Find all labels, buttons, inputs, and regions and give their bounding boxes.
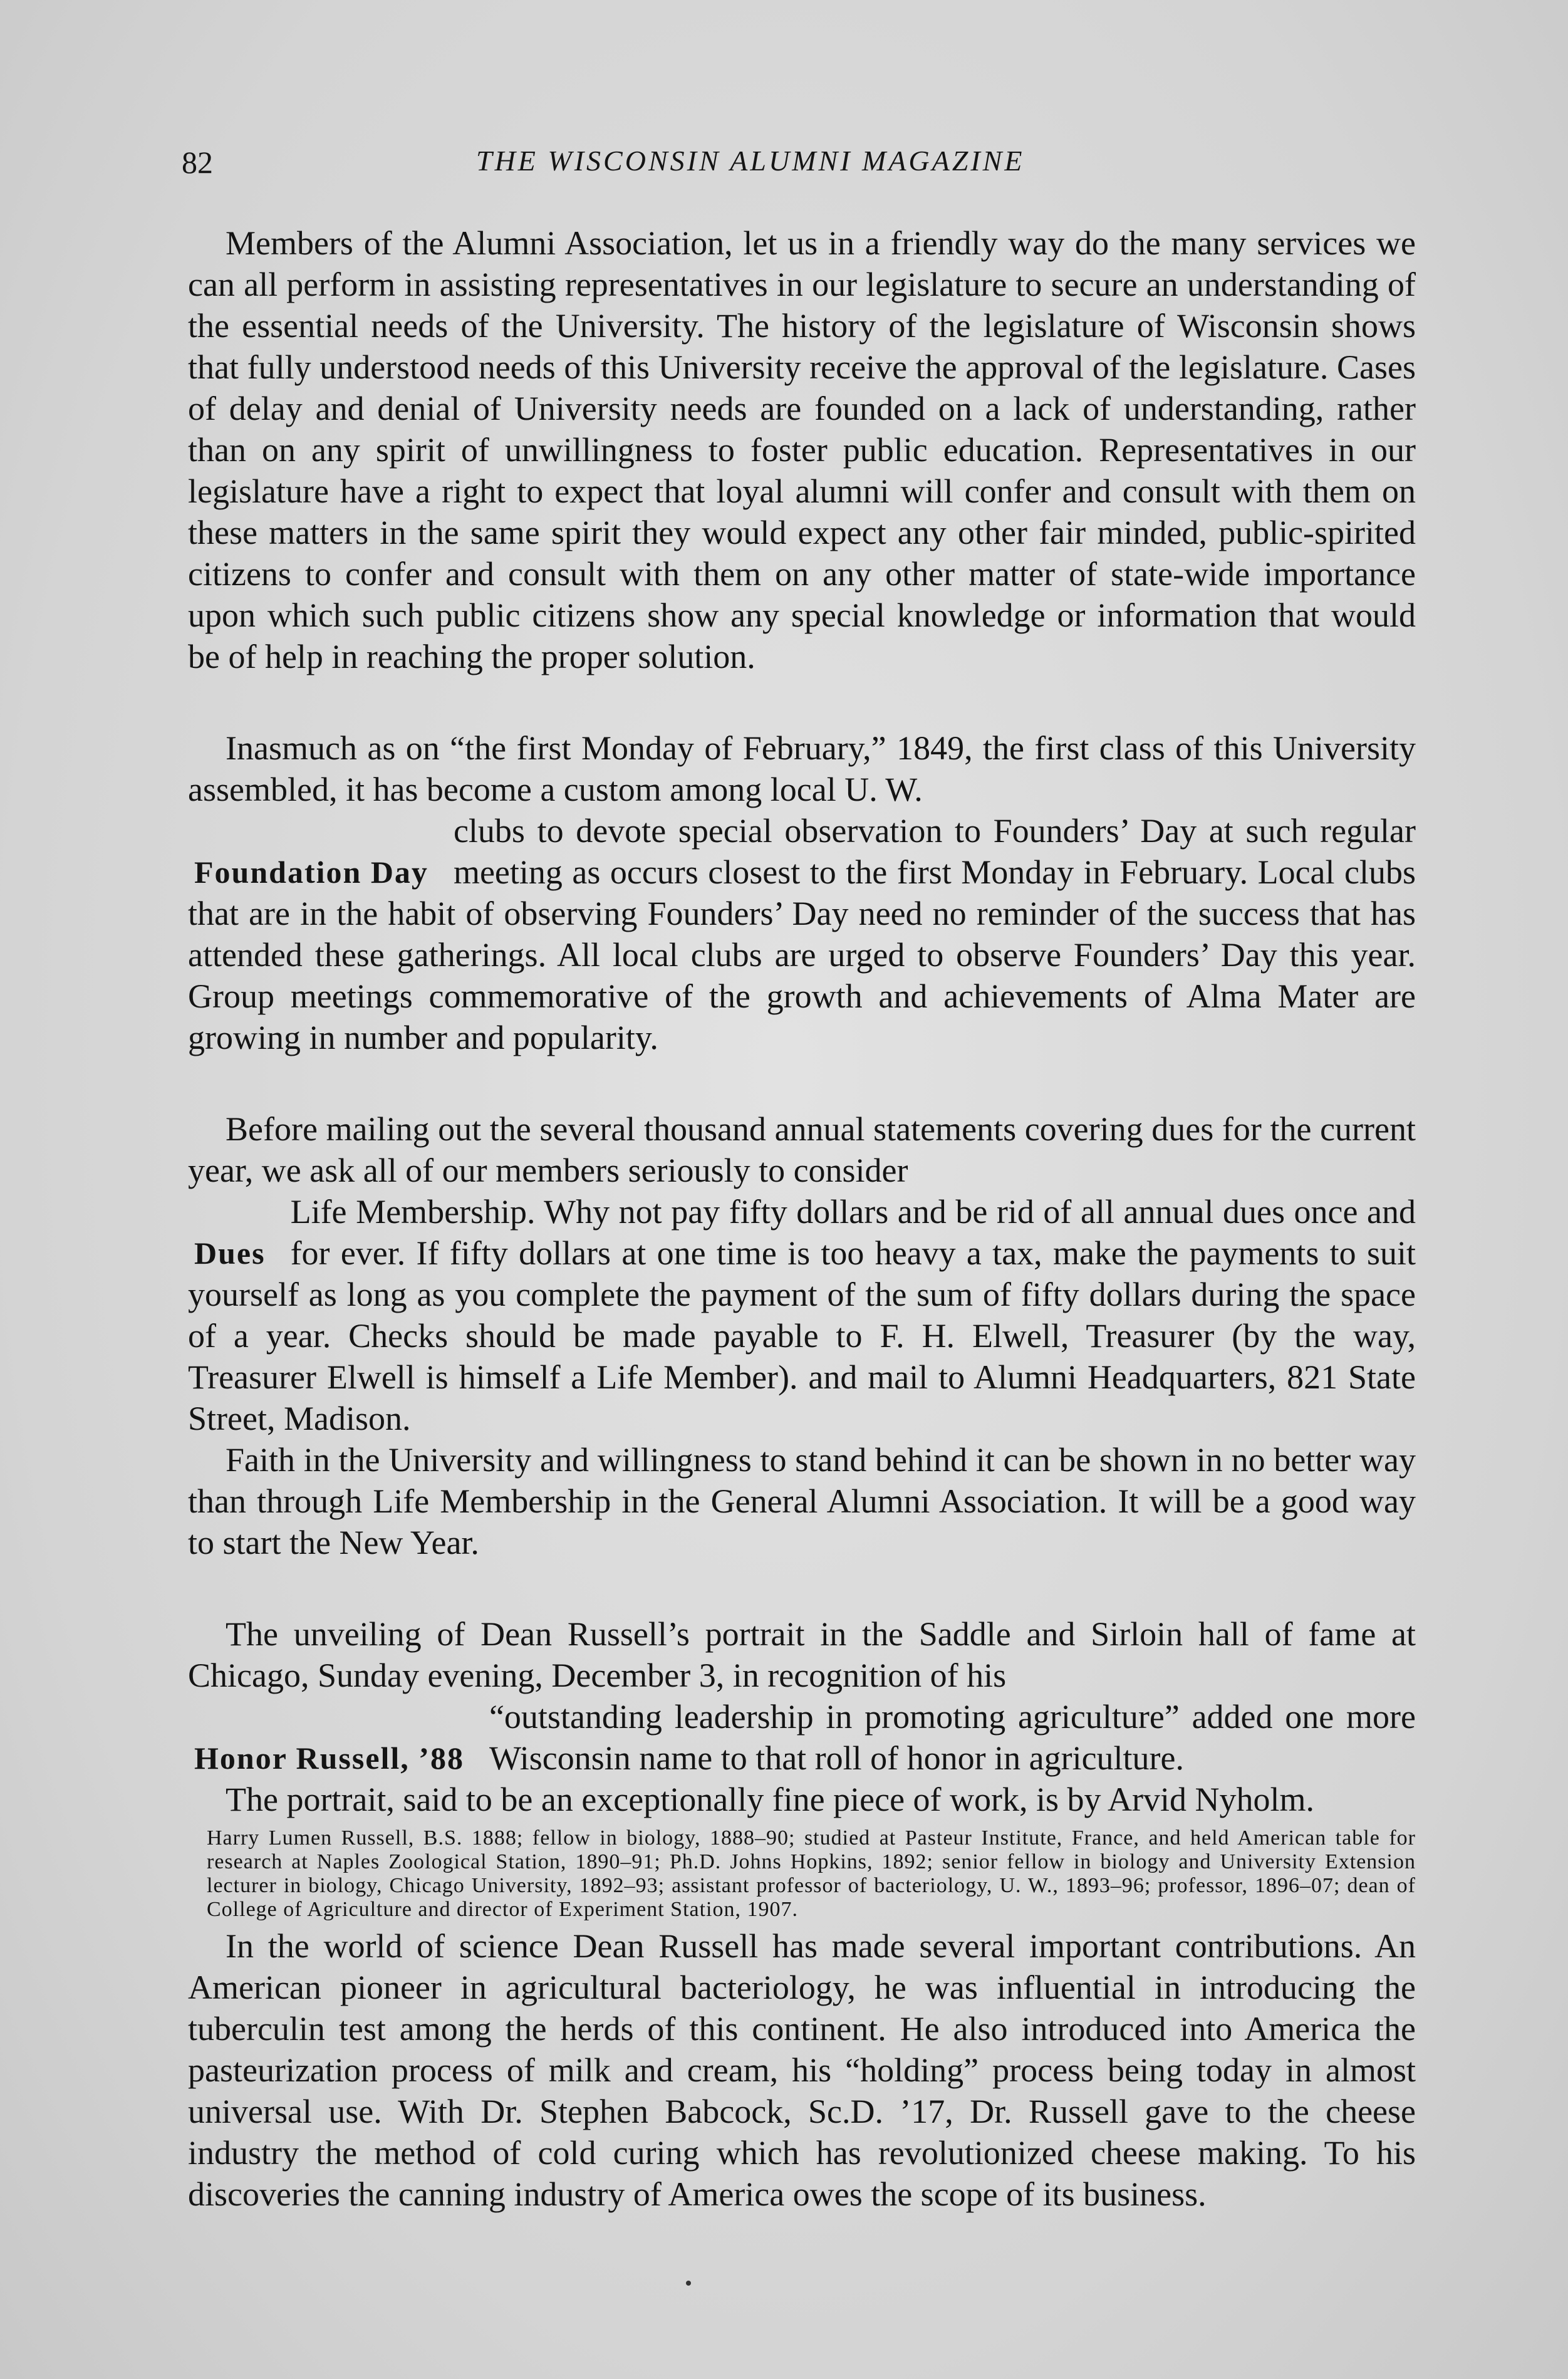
dues-heading: Dues bbox=[194, 1236, 266, 1271]
dues-section bbox=[188, 1108, 1416, 1563]
foundation-day-body: clubs to devote special observation to Founders’ Day at such regular meeting as occurs closest to the first Monday in February. Local clubs that are in the habit of observing Founders’ Day need no reminder of the success that has attended these gatherings. All local clubs are urged to observe Founders’ Day this year. Group meetings commemorative of the growth and achievements of Alma Mater are growing in number and popularity. bbox=[188, 812, 1416, 1056]
honor-russell-heading: Honor Russell, ’88 bbox=[194, 1741, 464, 1776]
science-paragraph: In the world of science Dean Russell has made several important contributions. An American pioneer in agricultural bacteriology, he was influential in introducing the tuberculin test among the herds of this continent. He also introduced into America the pasteurization process of milk and cream, his “holding” process being today in almost universal use. With Dr. Stephen Babcock, Sc.D. ’17, Dr. Russell gave to the cheese industry the method of cold curing which has revolutionized cheese making. To his discoveries the canning industry of America owes the scope of its business. bbox=[188, 1927, 1416, 2213]
page-header bbox=[182, 144, 1422, 194]
dues-body: Life Membership. Why not pay fifty dollars and be rid of all annual dues once and for ever. If fifty dollars at one time is too heavy a tax, make the payments to suit yourself as long as you complete the payment of the sum of fifty dollars during the space of a year. Checks should be made payable to F. H. Elwell, Treasurer (by the way, Treasurer Elwell is himself a Life Member). and mail to Alumni Headquarters, 821 State Street, Madison. bbox=[188, 1193, 1416, 1437]
article-body bbox=[188, 222, 1416, 2215]
foundation-day-lead: Inasmuch as on “the first Monday of February,” 1849, the first class of this University assembled, it has become a custom among local U. W. bbox=[188, 729, 1416, 808]
foundation-day-heading: Foundation Day bbox=[194, 855, 428, 890]
dues-closing: Faith in the University and willingness to stand behind it can be shown in no better way than through Life Membership in the General Alumni Association. It will be a good way to start the New Year. bbox=[188, 1441, 1416, 1561]
page-number: 82 bbox=[182, 145, 213, 180]
honor-russell-section bbox=[188, 1613, 1416, 2215]
foundation-day-section bbox=[188, 727, 1416, 1058]
biographical-note: Harry Lumen Russell, B.S. 1888; fellow in biology, 1888–90; studied at Pasteur Institute, France, and held American table for research at Naples Zoological Station, 1890–91; Ph.D. Johns Hopkins, 1892; senior fellow in biology and University Extension lecturer in biology, Chicago University, 1892–93; assistant professor of bacteriology, U. W., 1893–96; professor, 1896–07; dean of College of Agriculture and director of Experiment Station, 1907. bbox=[207, 1826, 1416, 1921]
dues-lead: Before mailing out the several thousand annual statements covering dues for the current year, we ask all of our members seriously to consider bbox=[188, 1110, 1416, 1189]
honor-russell-body: “outstanding leadership in promoting agriculture” added one more Wisconsin name to that roll of honor in agriculture. bbox=[489, 1698, 1416, 1777]
magazine-title: THE WISCONSIN ALUMNI MAGAZINE bbox=[476, 145, 1025, 177]
intro-paragraph: Members of the Alumni Association, let us in a friendly way do the many services we can all perform in assisting representatives in our legislature to secure an understanding of the essential needs of the University. The history of the legislature of Wisconsin shows that fully understood needs of this University receive the approval of the legislature. Cases of delay and denial of University needs are founded on a lack of understanding, rather than on any spirit of unwillingness to foster public education. Representatives in our legislature have a right to expect that loyal alumni will confer and consult with them on these matters in the same spirit they would expect any other fair minded, public-spirited citizens to confer and consult with them on any other matter of state-wide importance upon which such public citizens show any special knowledge or information that would be of help in reaching the proper solution. bbox=[188, 224, 1416, 675]
page-speck bbox=[686, 2281, 691, 2286]
portrait-paragraph: The portrait, said to be an exceptionally fine piece of work, is by Arvid Nyholm. bbox=[226, 1781, 1315, 1818]
honor-russell-lead: The unveiling of Dean Russell’s portrait in the Saddle and Sirloin hall of fame at Chicago, Sunday evening, December 3, in recognition of his bbox=[188, 1615, 1416, 1694]
